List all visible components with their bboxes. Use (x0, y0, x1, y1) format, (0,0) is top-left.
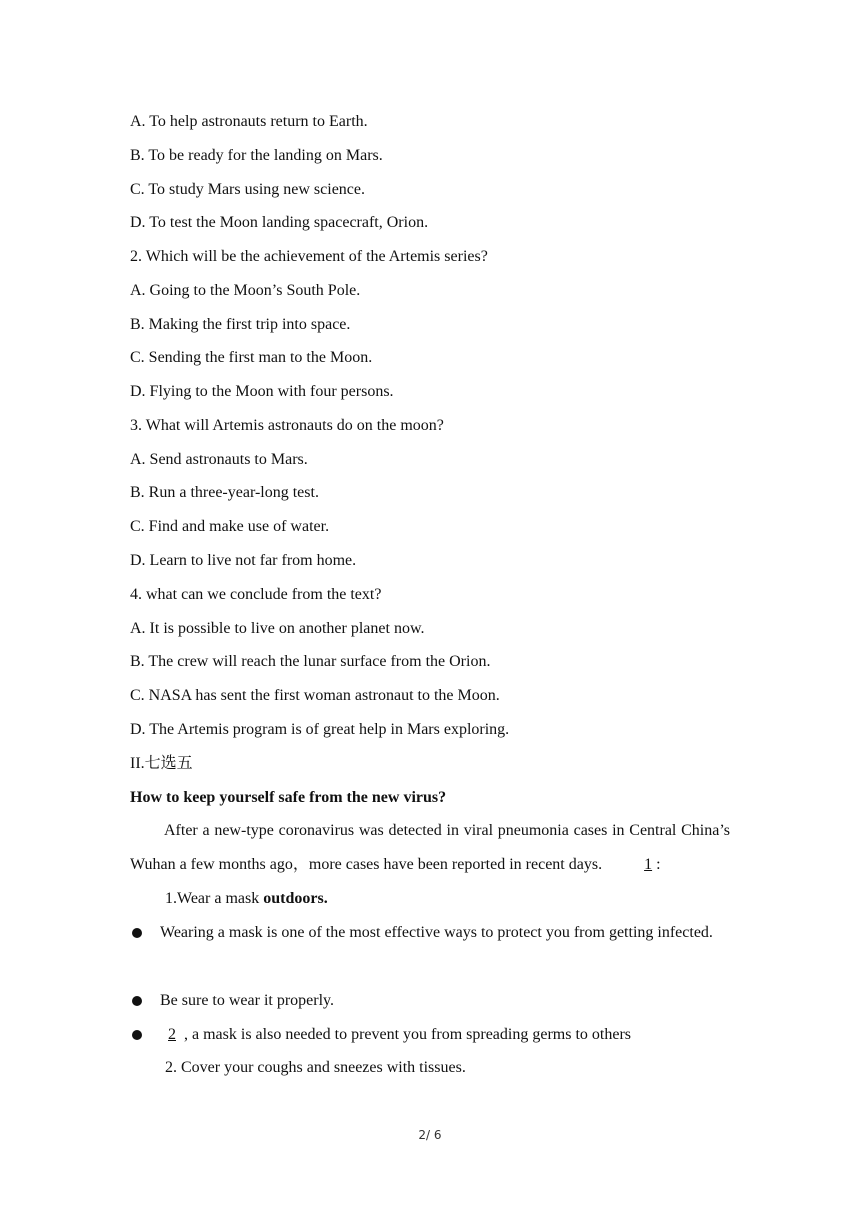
q4-option-b: B. The crew will reach the lunar surface from the Orion. (130, 653, 491, 670)
bullet-text: Be sure to wear it properly. (160, 992, 335, 1009)
intro-text: After a new-type coronavirus was detected in viral pneumonia cases in Central China’s Wuhan a few months ago，more cases have been reported in recent days. (130, 822, 730, 873)
blank-1: 1 (644, 856, 653, 873)
q3-option-b: B. Run a three-year-long test. (130, 484, 319, 501)
q4-stem: 4. what can we conclude from the text? (130, 586, 382, 603)
page-number: 2/ 6 (418, 1128, 442, 1142)
q2-option-d: D. Flying to the Moon with four persons. (130, 383, 394, 400)
bullet-3-text: , a mask is also needed to prevent you from spreading germs to others (184, 1026, 631, 1043)
bullet-dot-icon (132, 1030, 142, 1040)
bullet-text: Wearing a mask is one of the most effective ways to protect you from getting infected. (160, 924, 713, 941)
q1-option-b: B. To be ready for the landing on Mars. (130, 147, 383, 164)
q3-option-d: D. Learn to live not far from home. (130, 552, 357, 569)
q1-option-c: C. To study Mars using new science. (130, 181, 365, 198)
passage-title: How to keep yourself safe from the new virus? (130, 789, 447, 806)
tip-2: 2. Cover your coughs and sneezes with tissues. (165, 1059, 466, 1076)
tip-1-bold: outdoors. (263, 890, 328, 907)
q4-option-d: D. The Artemis program is of great help in Mars exploring. (130, 721, 510, 738)
q4-option-a: A. It is possible to live on another planet now. (130, 620, 425, 637)
bullet-dot-icon (132, 928, 142, 938)
tip-1 (165, 889, 328, 909)
blank-2: 2 (168, 1026, 176, 1043)
tip-1-prefix: 1.Wear a mask (165, 890, 264, 907)
bullet-item (130, 916, 730, 950)
q1-option-a: A. To help astronauts return to Earth. (130, 113, 368, 130)
q4-option-c: C. NASA has sent the first woman astronaut to the Moon. (130, 687, 500, 704)
q3-option-a: A. Send astronauts to Mars. (130, 451, 308, 468)
q2-stem: 2. Which will be the achievement of the Artemis series? (130, 248, 488, 265)
q2-option-c: C. Sending the first man to the Moon. (130, 349, 373, 366)
bullet-item (130, 984, 730, 1018)
intro-paragraph (130, 814, 730, 882)
bullet-item (130, 1018, 730, 1052)
bullet-text (160, 1018, 730, 1052)
q3-stem: 3. What will Artemis astronauts do on the moon? (130, 417, 444, 434)
q1-option-d: D. To test the Moon landing spacecraft, Orion. (130, 214, 429, 231)
bullet-dot-icon (132, 996, 142, 1006)
q2-option-a: A. Going to the Moon’s South Pole. (130, 282, 361, 299)
q3-option-c: C. Find and make use of water. (130, 518, 330, 535)
q2-option-b: B. Making the first trip into space. (130, 316, 351, 333)
intro-tail: : (656, 856, 661, 873)
section-heading: II.七选五 (130, 755, 193, 772)
